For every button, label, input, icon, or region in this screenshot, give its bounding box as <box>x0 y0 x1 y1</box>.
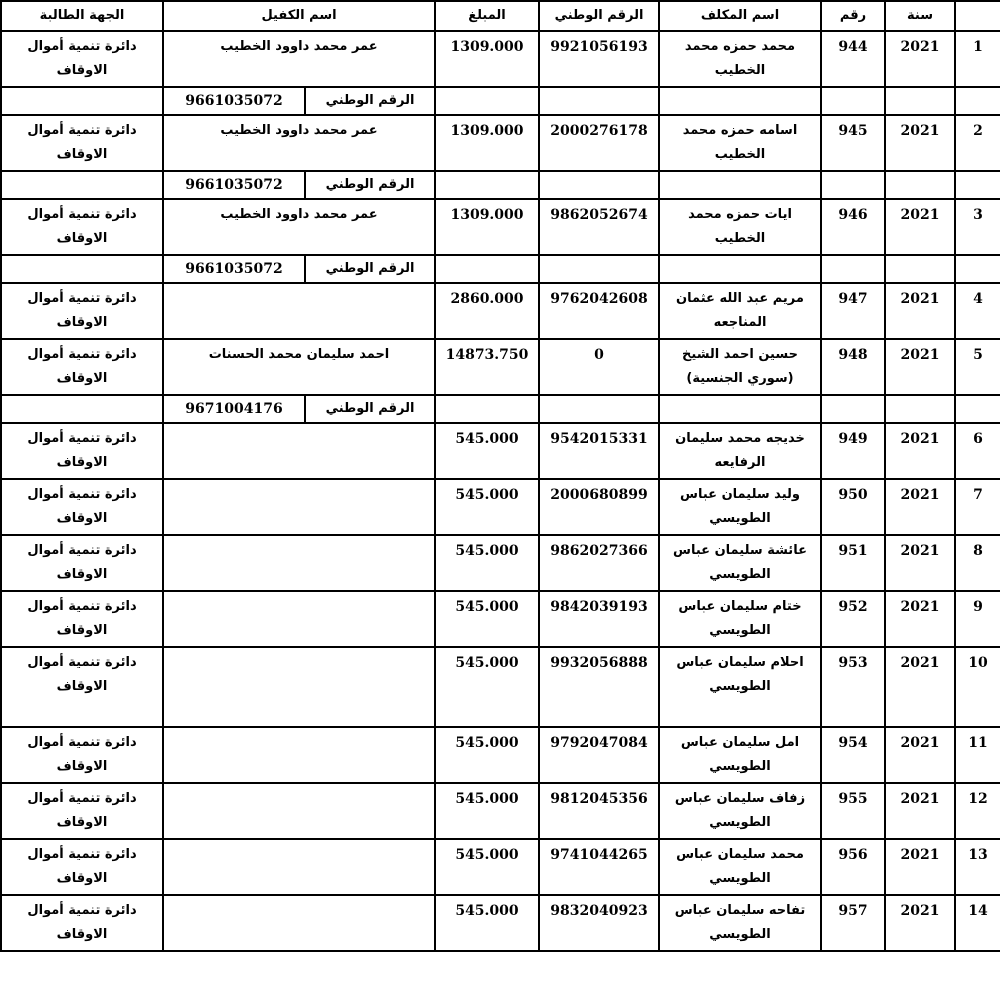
table-row <box>1 479 1000 535</box>
year-cell: 2021 <box>885 535 955 591</box>
person-name-cell: محمد حمزه محمد الخطيب <box>659 31 821 87</box>
authority-cell: دائرة تنمية أموال الاوقاف <box>1 283 163 339</box>
person-name-cell: عائشة سليمان عباس الطويسي <box>659 535 821 591</box>
guarantor-id-row <box>1 395 1000 423</box>
national-id-cell: 9862052674 <box>539 199 659 255</box>
amount-cell: 545.000 <box>435 591 539 647</box>
guarantor-cell <box>163 895 435 951</box>
empty-cell <box>435 171 539 199</box>
index-cell: 12 <box>955 783 1000 839</box>
table-row <box>1 783 1000 839</box>
authority-cell: دائرة تنمية أموال الاوقاف <box>1 895 163 951</box>
index-cell: 3 <box>955 199 1000 255</box>
person-name-cell: مريم عبد الله عثمان المناجعه <box>659 283 821 339</box>
amount-cell: 545.000 <box>435 479 539 535</box>
year-cell: 2021 <box>885 895 955 951</box>
empty-cell <box>1 255 163 283</box>
guarantor-id-value: 9661035072 <box>185 177 283 193</box>
guarantor-cell: عمر محمد داوود الخطيب <box>163 115 435 171</box>
guarantor-cell <box>163 591 435 647</box>
index-cell: 7 <box>955 479 1000 535</box>
amount-cell: 1309.000 <box>435 115 539 171</box>
table-row <box>1 423 1000 479</box>
table-row <box>1 839 1000 895</box>
national-id-cell: 9932056888 <box>539 647 659 727</box>
index-cell: 14 <box>955 895 1000 951</box>
empty-cell <box>955 255 1000 283</box>
empty-cell <box>659 87 821 115</box>
empty-cell <box>821 255 885 283</box>
person-name-cell: حسين احمد الشيخ (سوري الجنسية) <box>659 339 821 395</box>
empty-cell <box>885 171 955 199</box>
guarantor-id-value: 9661035072 <box>185 93 283 109</box>
empty-cell <box>821 87 885 115</box>
table-row <box>1 115 1000 171</box>
header-authority: الجهة الطالبة <box>1 1 163 31</box>
authority-cell: دائرة تنمية أموال الاوقاف <box>1 727 163 783</box>
empty-cell <box>659 395 821 423</box>
table-body <box>1 31 1000 951</box>
empty-cell <box>885 255 955 283</box>
guarantor-id-row <box>1 255 1000 283</box>
table-row <box>1 283 1000 339</box>
national-id-cell: 9862027366 <box>539 535 659 591</box>
person-name-cell: اسامه حمزه محمد الخطيب <box>659 115 821 171</box>
empty-cell <box>435 87 539 115</box>
guarantor-cell <box>163 647 435 727</box>
guarantor-id-label: الرقم الوطني <box>304 256 434 282</box>
header-person: اسم المكلف <box>659 1 821 31</box>
authority-cell: دائرة تنمية أموال الاوقاف <box>1 115 163 171</box>
header-index <box>955 1 1000 31</box>
guarantor-id-cell <box>163 87 435 115</box>
person-name-cell: زفاف سليمان عباس الطويسي <box>659 783 821 839</box>
authority-cell: دائرة تنمية أموال الاوقاف <box>1 783 163 839</box>
record-number-cell: 956 <box>821 839 885 895</box>
header-national-id: الرقم الوطني <box>539 1 659 31</box>
index-cell: 5 <box>955 339 1000 395</box>
guarantor-cell <box>163 839 435 895</box>
person-name-cell: امل سليمان عباس الطويسي <box>659 727 821 783</box>
empty-cell <box>955 171 1000 199</box>
guarantor-cell: احمد سليمان محمد الحسنات <box>163 339 435 395</box>
guarantor-cell <box>163 283 435 339</box>
index-cell: 1 <box>955 31 1000 87</box>
person-name-cell: احلام سليمان عباس الطويسي <box>659 647 821 727</box>
national-id-cell: 0 <box>539 339 659 395</box>
authority-cell: دائرة تنمية أموال الاوقاف <box>1 591 163 647</box>
authority-cell: دائرة تنمية أموال الاوقاف <box>1 199 163 255</box>
national-id-cell: 9832040923 <box>539 895 659 951</box>
year-cell: 2021 <box>885 31 955 87</box>
empty-cell <box>659 171 821 199</box>
index-cell: 6 <box>955 423 1000 479</box>
amount-cell: 1309.000 <box>435 199 539 255</box>
header-amount: المبلغ <box>435 1 539 31</box>
record-number-cell: 948 <box>821 339 885 395</box>
national-id-cell: 2000276178 <box>539 115 659 171</box>
empty-cell <box>1 395 163 423</box>
year-cell: 2021 <box>885 783 955 839</box>
record-number-cell: 957 <box>821 895 885 951</box>
authority-cell: دائرة تنمية أموال الاوقاف <box>1 479 163 535</box>
person-name-cell: ايات حمزه محمد الخطيب <box>659 199 821 255</box>
index-cell: 2 <box>955 115 1000 171</box>
amount-cell: 545.000 <box>435 727 539 783</box>
empty-cell <box>435 255 539 283</box>
person-name-cell: ختام سليمان عباس الطويسي <box>659 591 821 647</box>
record-number-cell: 951 <box>821 535 885 591</box>
year-cell: 2021 <box>885 647 955 727</box>
guarantor-cell: عمر محمد داوود الخطيب <box>163 199 435 255</box>
table-row <box>1 727 1000 783</box>
empty-cell <box>1 171 163 199</box>
table-row <box>1 591 1000 647</box>
person-name-cell: محمد سليمان عباس الطويسي <box>659 839 821 895</box>
index-cell: 4 <box>955 283 1000 339</box>
record-number-cell: 949 <box>821 423 885 479</box>
national-id-cell: 9812045356 <box>539 783 659 839</box>
guarantor-cell <box>163 783 435 839</box>
national-id-cell: 9762042608 <box>539 283 659 339</box>
header-guarantor: اسم الكفيل <box>163 1 435 31</box>
year-cell: 2021 <box>885 115 955 171</box>
year-cell: 2021 <box>885 591 955 647</box>
empty-cell <box>885 395 955 423</box>
empty-cell <box>659 255 821 283</box>
amount-cell: 545.000 <box>435 783 539 839</box>
record-number-cell: 955 <box>821 783 885 839</box>
guarantor-id-row <box>1 87 1000 115</box>
person-name-cell: وليد سليمان عباس الطويسي <box>659 479 821 535</box>
record-number-cell: 946 <box>821 199 885 255</box>
amount-cell: 1309.000 <box>435 31 539 87</box>
record-number-cell: 952 <box>821 591 885 647</box>
amount-cell: 545.000 <box>435 895 539 951</box>
person-name-cell: خديجه محمد سليمان الرفايعه <box>659 423 821 479</box>
guarantor-id-value: 9671004176 <box>185 401 283 417</box>
table-row <box>1 199 1000 255</box>
index-cell: 8 <box>955 535 1000 591</box>
amount-cell: 545.000 <box>435 839 539 895</box>
guarantor-id-row <box>1 171 1000 199</box>
table-row <box>1 535 1000 591</box>
empty-cell <box>955 395 1000 423</box>
guarantor-cell <box>163 727 435 783</box>
empty-cell <box>821 171 885 199</box>
person-name-cell: تفاحه سليمان عباس الطويسي <box>659 895 821 951</box>
authority-cell: دائرة تنمية أموال الاوقاف <box>1 31 163 87</box>
record-number-cell: 947 <box>821 283 885 339</box>
year-cell: 2021 <box>885 283 955 339</box>
guarantor-cell <box>163 479 435 535</box>
empty-cell <box>539 171 659 199</box>
record-number-cell: 950 <box>821 479 885 535</box>
guarantor-id-label: الرقم الوطني <box>304 88 434 114</box>
header-number: رقم <box>821 1 885 31</box>
year-cell: 2021 <box>885 727 955 783</box>
national-id-cell: 9792047084 <box>539 727 659 783</box>
year-cell: 2021 <box>885 199 955 255</box>
national-id-cell: 9741044265 <box>539 839 659 895</box>
year-cell: 2021 <box>885 839 955 895</box>
authority-cell: دائرة تنمية أموال الاوقاف <box>1 535 163 591</box>
table-row <box>1 895 1000 951</box>
year-cell: 2021 <box>885 339 955 395</box>
empty-cell <box>955 87 1000 115</box>
index-cell: 9 <box>955 591 1000 647</box>
year-cell: 2021 <box>885 479 955 535</box>
index-cell: 13 <box>955 839 1000 895</box>
guarantor-id-label: الرقم الوطني <box>304 396 434 422</box>
record-number-cell: 953 <box>821 647 885 727</box>
national-id-cell: 9921056193 <box>539 31 659 87</box>
guarantor-id-label: الرقم الوطني <box>304 172 434 198</box>
amount-cell: 545.000 <box>435 423 539 479</box>
national-id-cell: 9542015331 <box>539 423 659 479</box>
record-number-cell: 944 <box>821 31 885 87</box>
guarantor-cell <box>163 423 435 479</box>
amount-cell: 2860.000 <box>435 283 539 339</box>
empty-cell <box>435 395 539 423</box>
table-row <box>1 647 1000 727</box>
header-year: سنة <box>885 1 955 31</box>
table-row <box>1 339 1000 395</box>
empty-cell <box>539 87 659 115</box>
national-id-cell: 9842039193 <box>539 591 659 647</box>
empty-cell <box>539 395 659 423</box>
record-number-cell: 954 <box>821 727 885 783</box>
guarantor-id-cell <box>163 171 435 199</box>
guarantor-id-cell <box>163 255 435 283</box>
empty-cell <box>821 395 885 423</box>
empty-cell <box>539 255 659 283</box>
header-row <box>1 1 1000 31</box>
amount-cell: 545.000 <box>435 647 539 727</box>
guarantor-id-value: 9661035072 <box>185 261 283 277</box>
authority-cell: دائرة تنمية أموال الاوقاف <box>1 423 163 479</box>
authority-cell: دائرة تنمية أموال الاوقاف <box>1 839 163 895</box>
index-cell: 10 <box>955 647 1000 727</box>
amount-cell: 545.000 <box>435 535 539 591</box>
guarantor-cell: عمر محمد داوود الخطيب <box>163 31 435 87</box>
guarantor-cell <box>163 535 435 591</box>
authority-cell: دائرة تنمية أموال الاوقاف <box>1 647 163 727</box>
authority-cell: دائرة تنمية أموال الاوقاف <box>1 339 163 395</box>
year-cell: 2021 <box>885 423 955 479</box>
national-id-cell: 2000680899 <box>539 479 659 535</box>
amount-cell: 14873.750 <box>435 339 539 395</box>
guarantor-id-cell <box>163 395 435 423</box>
empty-cell <box>1 87 163 115</box>
record-number-cell: 945 <box>821 115 885 171</box>
index-cell: 11 <box>955 727 1000 783</box>
empty-cell <box>885 87 955 115</box>
table-row <box>1 31 1000 87</box>
